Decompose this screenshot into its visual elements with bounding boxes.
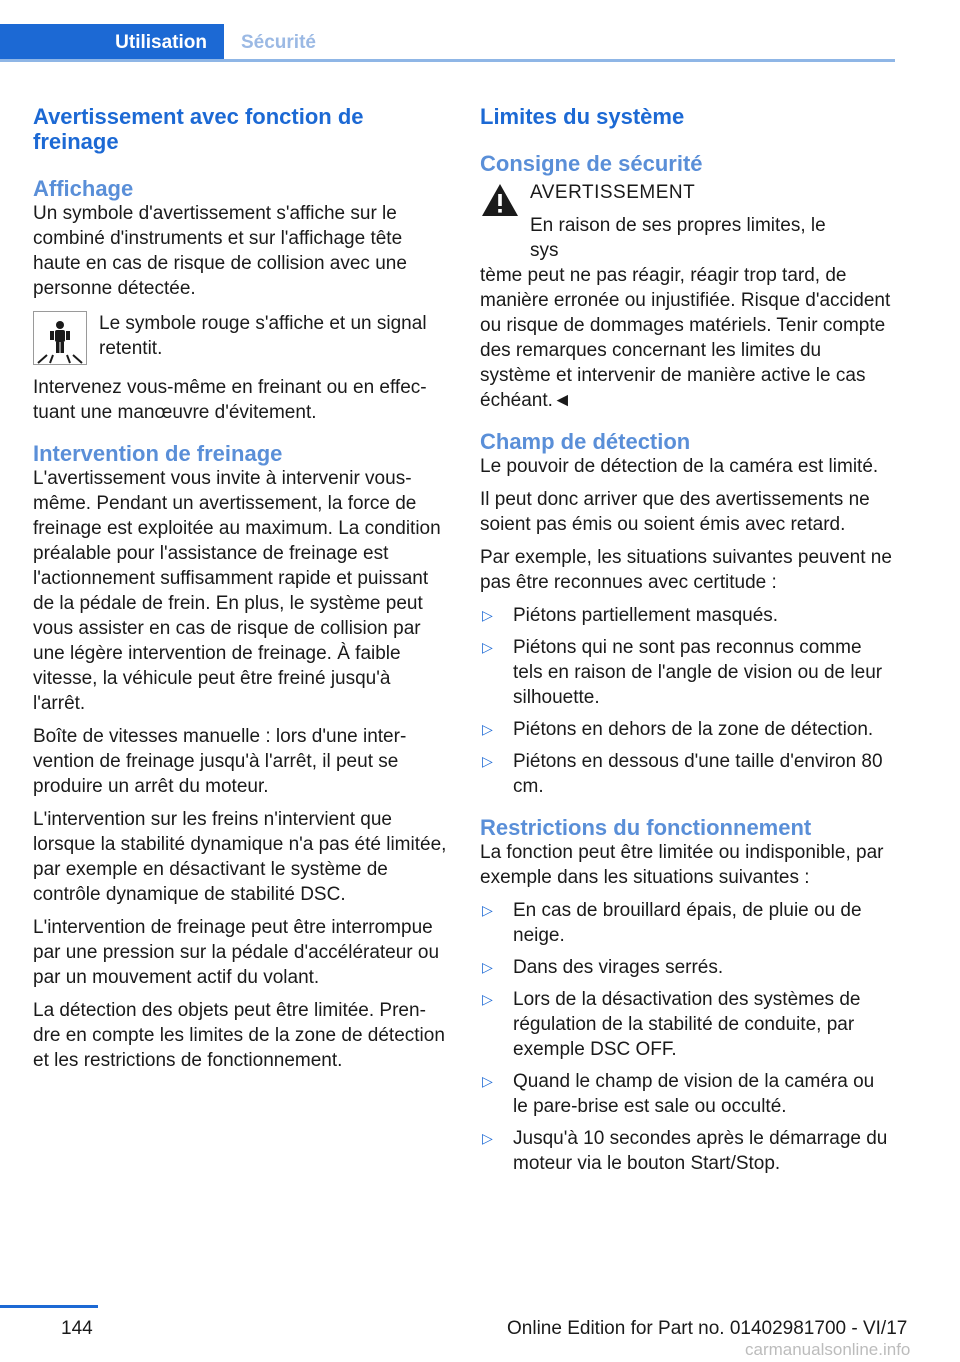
champ-paragraph-3: Par exemple, les situations suivantes peuvent ne pas être reconnues avec certitude :: [480, 547, 892, 593]
tab-utilisation[interactable]: Utilisation: [0, 24, 224, 62]
pedestrian-warning-icon: [33, 311, 87, 365]
heading-champ-detection: Champ de détection: [480, 429, 691, 454]
symbol-row: [33, 311, 447, 365]
bullet-triangle-icon: ▷: [482, 1130, 493, 1146]
section-title-system-limits: Limites du système: [480, 104, 685, 129]
footer-divider: [0, 1305, 98, 1308]
heading-intervention-freinage: Intervention de freinage: [33, 441, 283, 466]
symbol-description: Le symbole rouge s'affiche et un signal retentit.: [99, 313, 427, 359]
warning-first-line: En raison de ses propres limites, le sys: [530, 215, 826, 261]
heading-consigne-securite: Consigne de sécurité: [480, 151, 703, 176]
bullet-triangle-icon: ▷: [482, 639, 493, 655]
intervention-paragraph-1: L'avertissement vous invite à intervenir vous-même. Pendant un avertissement, la force de freinage est exploitée au maximum. La condition préalable pour l'assistance de freinage est l'actionnement suffisamment rapide et puissant de la pédale de frein. En plus, le système peut vous assister en cas de risque de collision par une légère intervention de freinage. À faible vitesse, la véhicule peut être freiné jusqu'à l'arrêt.: [33, 468, 441, 714]
heading-restrictions: Restrictions du fonctionnement: [480, 815, 812, 840]
bullet-triangle-icon: ▷: [482, 1073, 493, 1089]
bullet-triangle-icon: ▷: [482, 902, 493, 918]
tab-securite[interactable]: Sécurité: [241, 32, 316, 53]
intervention-paragraph-3: L'intervention sur les freins n'intervient que lorsque la stabilité dynamique n'a pas été limitée, par exemple en désactivant le système de contrôle dynamique de stabilité DSC.: [33, 809, 447, 905]
page-number: 144: [61, 1318, 93, 1339]
affichage-paragraph-1: Un symbole d'avertissement s'affiche sur le combiné d'instruments et sur l'affichage tête haute en cas de risque de collision avec une personne détectée.: [33, 203, 407, 299]
bullet-triangle-icon: ▷: [482, 753, 493, 769]
list-item: ▷ Piétons qui ne sont pas reconnus comme tels en raison de l'angle de vision ou de leur silhouette.: [482, 637, 883, 708]
list-item: ▷ En cas de brouillard épais, de pluie ou de neige.: [482, 900, 862, 946]
warning-body: tème peut ne pas réagir, réagir trop tard, de manière erronée ou injustifiée. Risque d'accident ou risque de dommages matériels. Tenir compte des remarques concernant les limites du système et intervenir de manière active le cas échéant.◄: [480, 265, 891, 411]
list-item: ▷ Dans des virages serrés.: [482, 957, 724, 978]
intervention-paragraph-5: La détection des objets peut être limitée. Prendre en compte les limites de la zone de détection et les restrictions de fonctionnement.: [33, 1000, 445, 1071]
bullet-triangle-icon: ▷: [482, 721, 493, 737]
header-divider: [0, 59, 895, 62]
warning-title: AVERTISSEMENT: [530, 182, 696, 203]
list-item: ▷ Jusqu'à 10 secondes après le démarrage du moteur via le bouton Start/Stop.: [482, 1128, 888, 1174]
list-item: ▷ Quand le champ de vision de la caméra ou le pare-brise est sale ou occulté.: [482, 1071, 875, 1117]
champ-paragraph-1: Le pouvoir de détection de la caméra est limité.: [480, 456, 879, 477]
heading-affichage: Affichage: [33, 176, 134, 201]
champ-list: [480, 603, 892, 799]
intervention-paragraph-2: Boîte de vitesses manuelle : lors d'une intervention de freinage jusqu'à l'arrêt, il peut se produire un arrêt du moteur.: [33, 726, 407, 797]
right-column: [480, 104, 892, 1184]
bullet-triangle-icon: ▷: [482, 607, 493, 623]
edition-text: Online Edition for Part no. 01402981700 - VI/17: [507, 1318, 908, 1339]
bullet-triangle-icon: ▷: [482, 959, 493, 975]
list-item: ▷ Piétons en dessous d'une taille d'environ 80 cm.: [482, 751, 883, 797]
list-item: ▷ Piétons partiellement masqués.: [482, 605, 779, 626]
restrictions-list: [480, 898, 892, 1176]
list-item: ▷ Piétons en dehors de la zone de détection.: [482, 719, 874, 740]
left-column: [33, 104, 447, 1081]
restrictions-paragraph-1: La fonction peut être limitée ou indisponible, par exemple dans les situations suivantes :: [480, 842, 884, 888]
warning-block: [480, 180, 892, 263]
watermark: carmanualsonline.info: [745, 1340, 911, 1359]
warning-triangle-icon: [480, 182, 520, 218]
champ-paragraph-2: Il peut donc arriver que des avertissements ne soient pas émis ou soient émis avec retard.: [480, 489, 870, 535]
intervention-paragraph-4: L'intervention de freinage peut être interrompue par une pression sur la pédale d'accélérateur ou par un mouvement actif du volant.: [33, 917, 440, 988]
page-header: [0, 0, 895, 62]
bullet-triangle-icon: ▷: [482, 991, 493, 1007]
section-title-warning-braking: Avertissement avec fonction de freinage: [33, 104, 364, 154]
affichage-paragraph-2: Intervenez vous-même en freinant ou en effectuant une manœuvre d'évitement.: [33, 377, 427, 423]
list-item: ▷ Lors de la désactivation des systèmes de régulation de la stabilité de conduite, par exemple DSC OFF.: [482, 989, 861, 1060]
